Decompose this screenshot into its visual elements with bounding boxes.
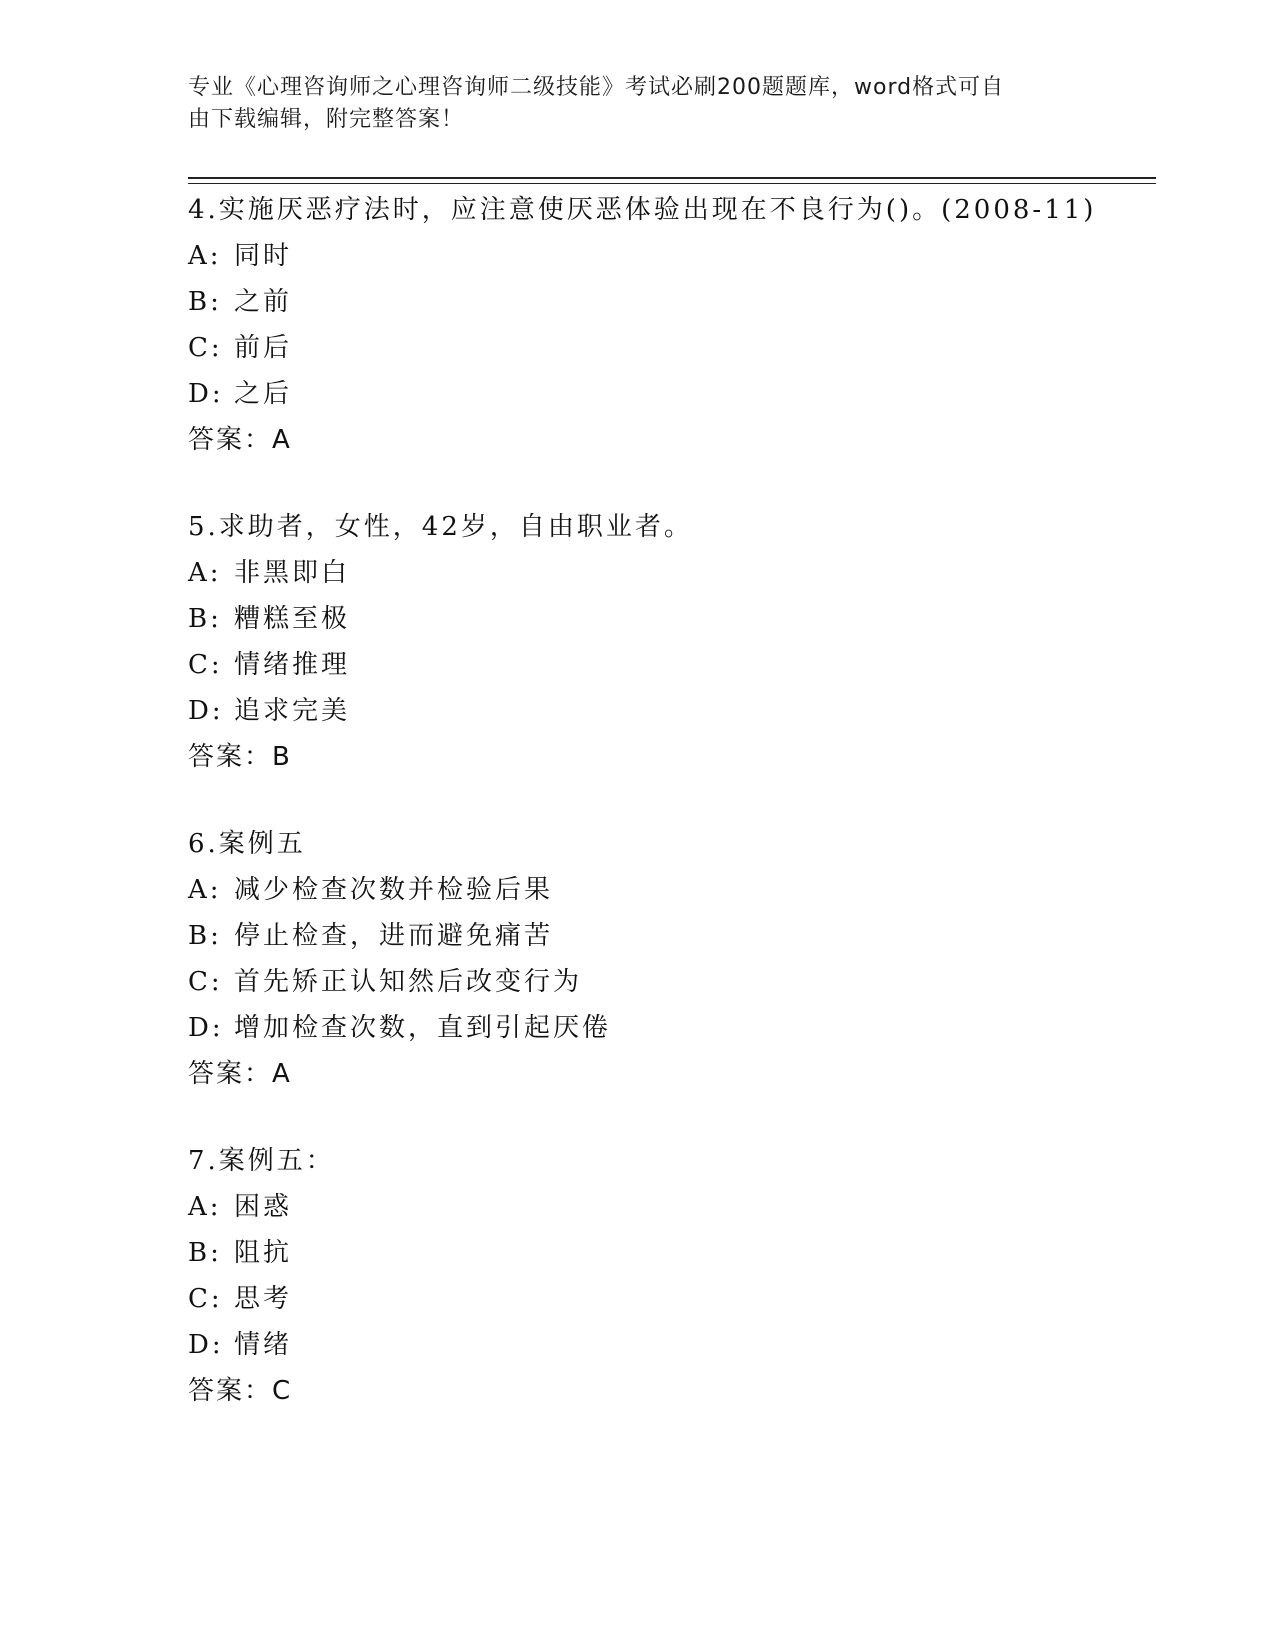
- answer-line: 答案：C: [188, 1376, 293, 1406]
- header-divider-thin: [188, 183, 1156, 184]
- option-letter: D:: [188, 1330, 224, 1360]
- option-c: [188, 325, 1148, 371]
- option-b: [188, 1230, 1148, 1276]
- option-b: [188, 279, 1148, 325]
- option-letter: A:: [188, 241, 222, 271]
- option-letter: D:: [188, 1013, 224, 1043]
- option-c: [188, 1276, 1148, 1322]
- option-text: 减少检查次数并检验后果: [234, 875, 554, 905]
- option-c: [188, 959, 1148, 1005]
- question-5: [188, 504, 1148, 780]
- option-text: 同时: [234, 241, 293, 271]
- answer-line: 答案：A: [188, 1059, 292, 1089]
- question-4: [188, 187, 1148, 463]
- answer-line: 答案：A: [188, 425, 292, 455]
- header-divider-thick: [188, 177, 1156, 179]
- option-d: [188, 1005, 1148, 1051]
- option-d: [188, 688, 1148, 734]
- intro-line-1: 专业《心理咨询师之心理咨询师二级技能》考试必刷200题题库，word格式可自: [188, 75, 1005, 100]
- option-text: 困惑: [234, 1192, 293, 1222]
- option-letter: C:: [188, 967, 223, 997]
- option-letter: A:: [188, 875, 222, 905]
- option-letter: A:: [188, 1192, 222, 1222]
- option-text: 情绪: [234, 1330, 293, 1360]
- option-a: [188, 867, 1148, 913]
- option-letter: B:: [188, 921, 222, 951]
- option-text: 追求完美: [234, 696, 351, 726]
- question-stem: 6.案例五: [188, 829, 306, 859]
- question-stem: 4.实施厌恶疗法时，应注意使厌恶体验出现在不良行为()。(2008-11): [188, 195, 1097, 225]
- option-c: [188, 642, 1148, 688]
- option-text: 停止检查，进而避免痛苦: [234, 921, 554, 951]
- option-text: 之前: [234, 287, 293, 317]
- option-a: [188, 550, 1148, 596]
- option-text: 糟糕至极: [234, 604, 351, 634]
- option-text: 阻抗: [234, 1238, 293, 1268]
- option-text: 思考: [234, 1284, 293, 1314]
- option-text: 增加检查次数，直到引起厌倦: [234, 1013, 612, 1043]
- option-b: [188, 913, 1148, 959]
- question-6: [188, 821, 1148, 1097]
- option-letter: B:: [188, 604, 222, 634]
- option-b: [188, 596, 1148, 642]
- option-letter: D:: [188, 379, 224, 409]
- option-letter: C:: [188, 1284, 223, 1314]
- option-letter: B:: [188, 1238, 222, 1268]
- option-text: 之后: [234, 379, 293, 409]
- option-d: [188, 371, 1148, 417]
- question-list: [188, 187, 1148, 1455]
- option-d: [188, 1322, 1148, 1368]
- intro-line-2: 由下载编辑，附完整答案！: [188, 107, 465, 132]
- option-letter: C:: [188, 650, 223, 680]
- question-stem: 5.求助者，女性，42岁，自由职业者。: [188, 512, 693, 542]
- question-stem: 7.案例五：: [188, 1146, 335, 1176]
- option-a: [188, 1184, 1148, 1230]
- option-letter: C:: [188, 333, 223, 363]
- question-7: [188, 1138, 1148, 1414]
- option-letter: D:: [188, 696, 224, 726]
- document-intro: [188, 72, 1068, 136]
- option-a: [188, 233, 1148, 279]
- answer-line: 答案：B: [188, 742, 292, 772]
- option-text: 非黑即白: [234, 558, 351, 588]
- option-text: 情绪推理: [234, 650, 351, 680]
- option-text: 首先矫正认知然后改变行为: [234, 967, 583, 997]
- option-text: 前后: [234, 333, 293, 363]
- option-letter: A:: [188, 558, 222, 588]
- option-letter: B:: [188, 287, 222, 317]
